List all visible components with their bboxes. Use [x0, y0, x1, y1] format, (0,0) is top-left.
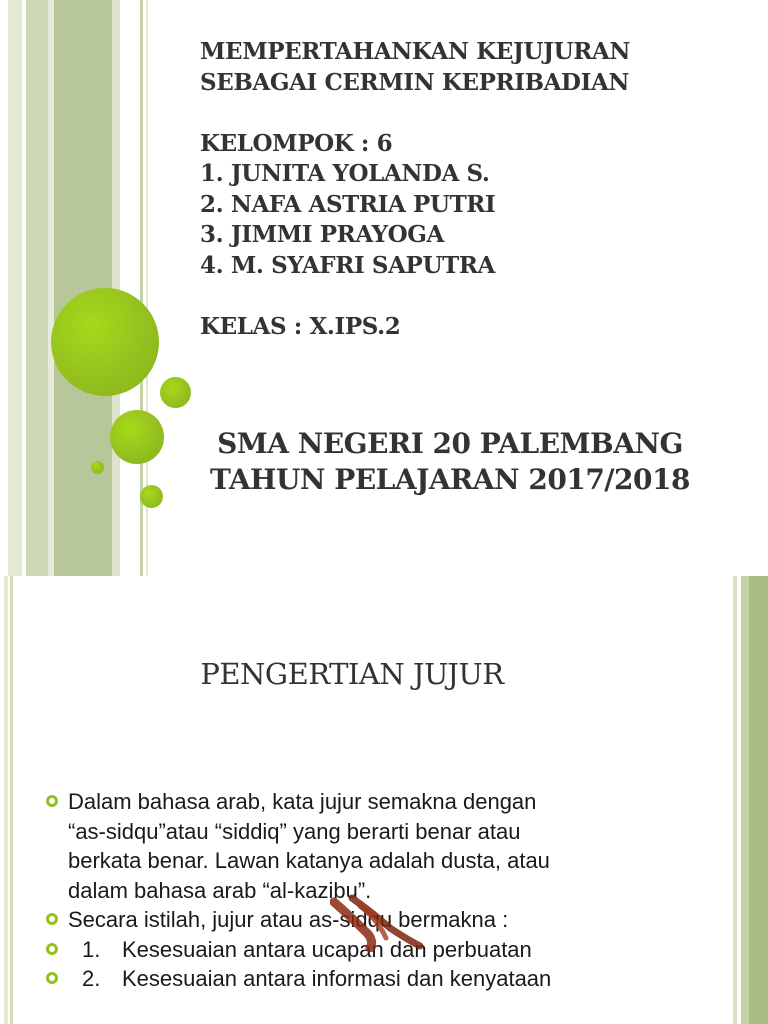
list-item [44, 964, 724, 994]
list-number: 2. [82, 966, 101, 991]
decorative-stripe [749, 576, 768, 1024]
title-block [200, 37, 740, 342]
bullet-ring-icon [46, 972, 58, 984]
decorative-circle [91, 461, 104, 474]
slide-title: PENGERTIAN JUJUR [200, 657, 504, 691]
member-name: 2. NAFA ASTRIA PUTRI [200, 190, 496, 218]
school-info [150, 426, 750, 498]
decorative-circle [51, 288, 159, 396]
list-item-line: “as-sidqu”atau “siddiq” yang berarti benar atau [68, 818, 521, 844]
decorative-stripe [10, 576, 13, 1024]
decorative-stripe [4, 576, 8, 1024]
member-name: 4. M. SYAFRI SAPUTRA [200, 251, 495, 279]
list-item-line: Secara istilah, jujur atau as-sidqu bermakna : [68, 907, 509, 932]
bullet-ring-icon [46, 943, 58, 955]
school-name: SMA NEGERI 20 PALEMBANG [217, 427, 683, 460]
decorative-stripe [8, 0, 22, 576]
decorative-circle [160, 377, 191, 408]
list-item [44, 787, 724, 905]
group-label: KELOMPOK : 6 [200, 129, 393, 157]
list-item-text: Kesesuaian antara ucapan dan perbuatan [122, 936, 532, 962]
list-item-line: dalam bahasa arab “al-kazibu”. [68, 877, 372, 903]
slide-title-line: MEMPERTAHANKAN KEJUJURAN [200, 38, 631, 65]
member-name: 3. JIMMI PRAYOGA [200, 221, 444, 248]
list-number: 1. [82, 936, 101, 962]
decorative-stripe [26, 0, 48, 576]
list-item-line: berkata benar. Lawan katanya adalah dusta, atau [68, 848, 550, 873]
bullet-ring-icon [46, 913, 58, 925]
member-name: 1. JUNITA YOLANDA S. [200, 160, 490, 187]
decorative-stripe [733, 576, 737, 1024]
bullet-list [44, 787, 724, 994]
content-slide [0, 576, 768, 1024]
class-label: KELAS : X.IPS.2 [200, 312, 401, 340]
list-item-text: Kesesuaian antara informasi dan kenyataan [122, 966, 552, 991]
list-item-line: Dalam bahasa arab, kata jujur semakna dengan [68, 789, 537, 814]
slide-title-line: SEBAGAI CERMIN KEPRIBADIAN [200, 68, 630, 96]
school-year: TAHUN PELAJARAN 2017/2018 [210, 463, 690, 496]
bullet-ring-icon [46, 795, 58, 807]
pen-scribble-mark [330, 894, 426, 952]
decorative-stripe [741, 576, 749, 1024]
